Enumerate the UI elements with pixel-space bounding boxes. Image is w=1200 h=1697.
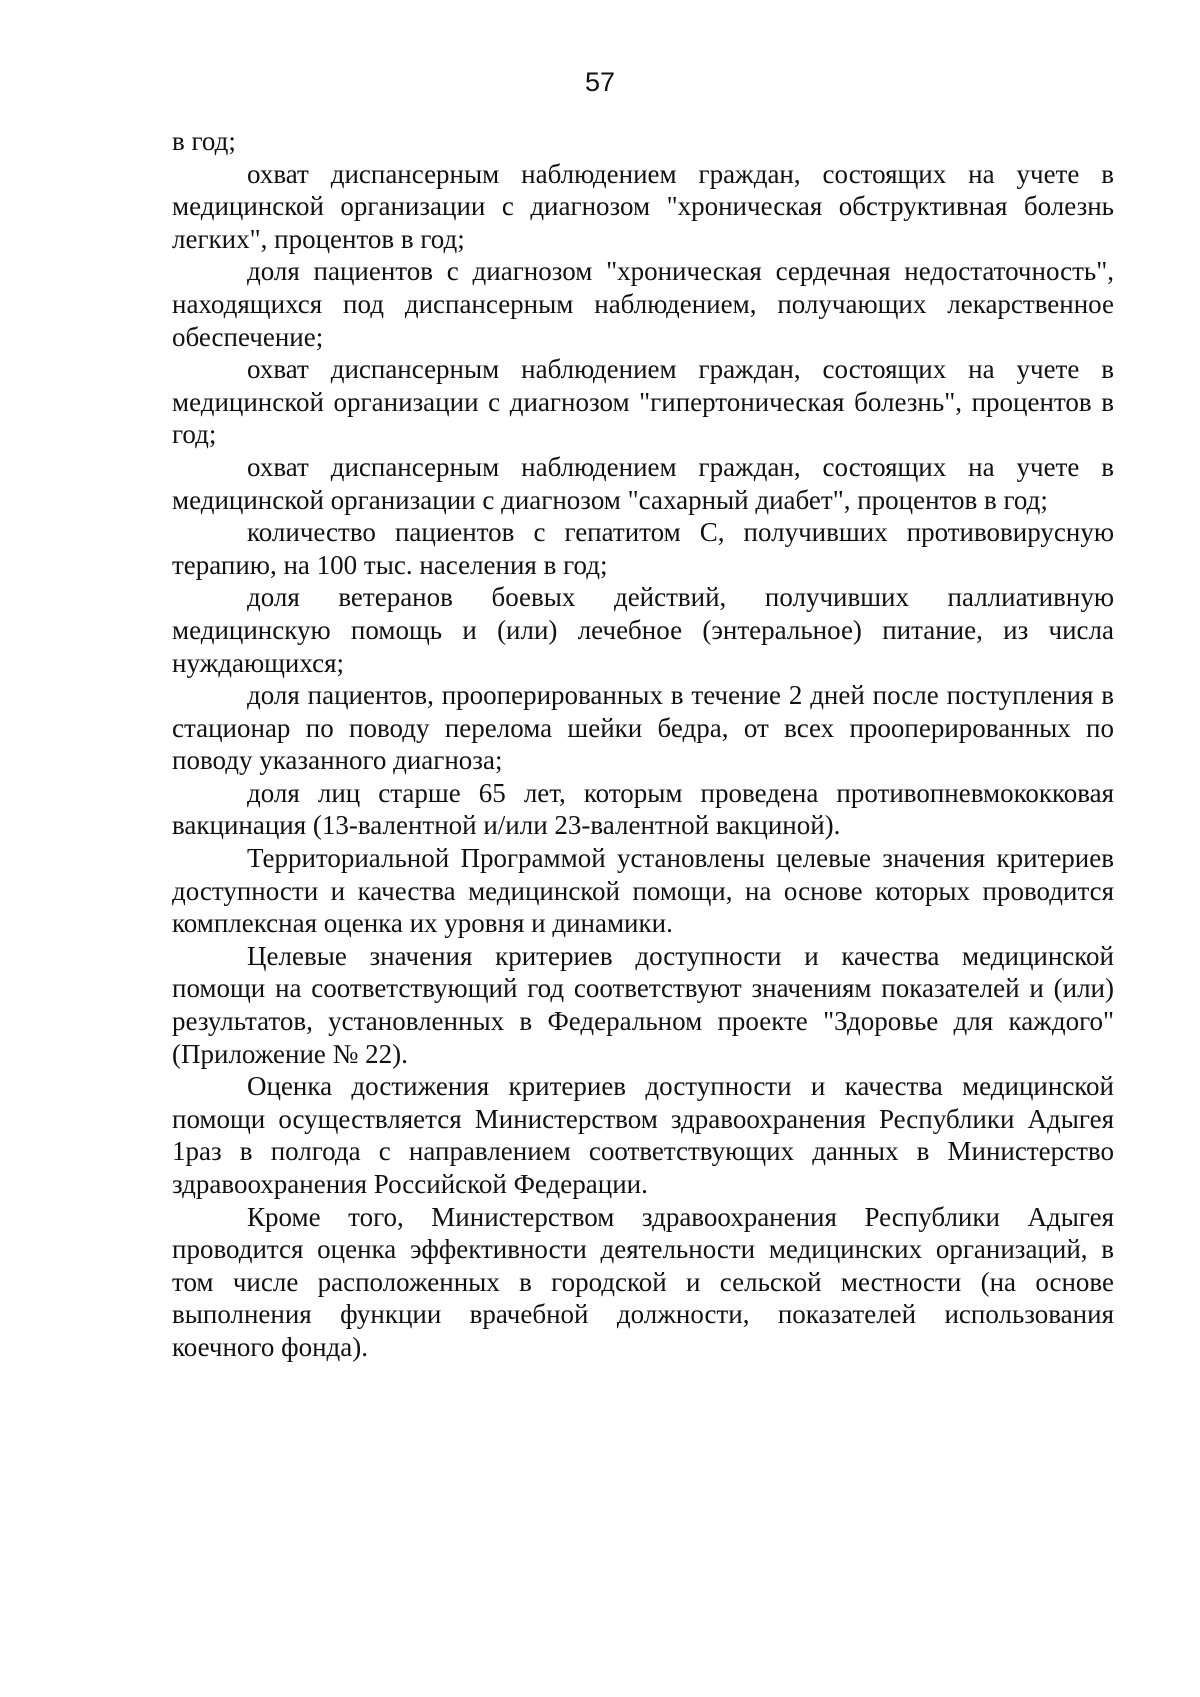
- paragraph: Целевые значения критериев доступности и качества медицинской помощи на соответствующий год соответствуют значениям показателей и (или) результатов, установленных в Федеральном проекте "Здоровье для каждого" (Приложение № 22).: [172, 940, 1114, 1069]
- paragraph: доля лиц старше 65 лет, которым проведена противопневмококковая вакцинация (13-валентной и/или 23-валентной вакциной).: [172, 777, 1114, 841]
- paragraph: доля пациентов, прооперированных в течение 2 дней после поступления в стационар по поводу перелома шейки бедра, от всех прооперированных по поводу указанного диагноза;: [172, 680, 1114, 776]
- paragraph: охват диспансерным наблюдением граждан, состоящих на учете в медицинской организации с диагнозом "сахарный диабет", процентов в год;: [172, 451, 1114, 515]
- paragraph: Кроме того, Министерством здравоохранения Республики Адыгея проводится оценка эффективности деятельности медицинских организаций, в том числе расположенных в городской и сельской местности (на основе выполнения функции врачебной должности, показателей использования коечного фонда).: [172, 1201, 1114, 1362]
- paragraph: Территориальной Программой установлены целевые значения критериев доступности и качества медицинской помощи, на основе которых проводится комплексная оценка их уровня и динамики.: [172, 843, 1114, 939]
- paragraph: охват диспансерным наблюдением граждан, состоящих на учете в медицинской организации с диагнозом "гипертоническая болезнь", процентов в год;: [172, 354, 1114, 450]
- paragraph: доля пациентов с диагнозом "хроническая сердечная недостаточность", находящихся под диспансерным наблюдением, получающих лекарственное обеспечение;: [172, 256, 1114, 352]
- page-number: 57: [584, 67, 616, 97]
- paragraph: Оценка достижения критериев доступности и качества медицинской помощи осуществляется Министерством здравоохранения Республики Адыгея 1раз в полгода с направлением соответствующих данных в Министерство здравоохранения Российской Федерации.: [172, 1071, 1114, 1199]
- document-body: [172, 125, 1114, 1364]
- paragraph: количество пациентов с гепатитом С, получивших противовирусную терапию, на 100 тыс. населения в год;: [172, 517, 1114, 580]
- paragraph: доля ветеранов боевых действий, получивших паллиативную медицинскую помощь и (или) лечебное (энтеральное) питание, из числа нуждающихся;: [172, 582, 1114, 678]
- paragraph: в год;: [172, 126, 236, 156]
- paragraph: охват диспансерным наблюдением граждан, состоящих на учете в медицинской организации с диагнозом "хроническая обструктивная болезнь легких", процентов в год;: [172, 158, 1114, 254]
